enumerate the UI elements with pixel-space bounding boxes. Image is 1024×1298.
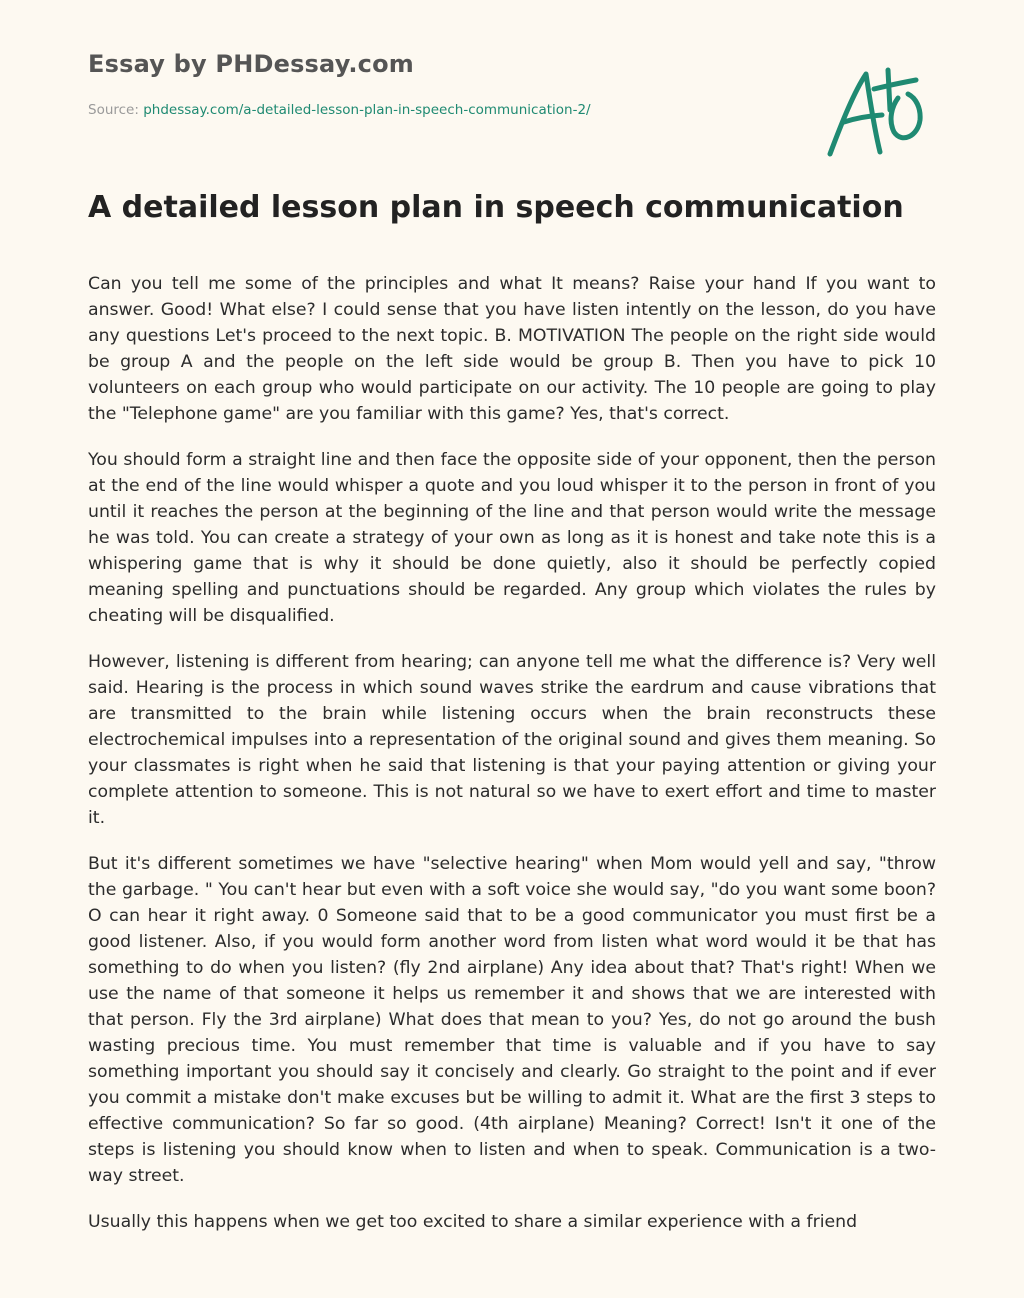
essay-body — [88, 271, 936, 1298]
essay-paragraph: Can you tell me some of the principles and what It means? Raise your hand If you want to answer. Good! What else? I could sense that you have listen intently on the lesson, do you have any questions Let's proceed to the next topic. B. MOTIVATION The people on the right side would be group A and the people on the left side would be group B. Then you have to pick 10 volunteers on each group who would participate on our activity. The 10 people are going to play the "Telephone game" are you familiar with this game? Yes, that's correct. — [88, 274, 936, 424]
essay-paragraph: But it's different sometimes we have "selective hearing" when Mom would yell and say, "throw the garbage. " You can't hear but even with a soft voice she would say, "do you want some boon? O can hear it right away. 0 Someone said that to be a good communicator you must first be a good listener. Also, if you would form another word from listen what word would it be that has something to do when you listen? (fly 2nd airplane) Any idea about that? That's right! When we use the name of that someone it helps us remember it and shows that we are interested with that person. Fly the 3rd airplane) What does that mean to you? Yes, do not go around the bush wasting precious time. You must remember that time is valuable and if you have to say something important you should say it concisely and clearly. Go straight to the point and if ever you commit a mistake don't make excuses but be willing to admit it. What are the first 3 steps to effective communication? So far so good. (4th airplane) Meaning? Correct! Isn't it one of the steps is listening you should know when to listen and when to speak. Communication is a two-way street. — [88, 854, 936, 1186]
essay-paragraph: Usually this happens when we get too excited to share a similar experience with a friend — [88, 1212, 858, 1232]
source-label: Source: — [88, 102, 144, 118]
source-link[interactable]: phdessay.com/a-detailed-lesson-plan-in-speech-communication-2/ — [143, 102, 591, 118]
source-line — [88, 102, 591, 118]
a-plus-grade-icon — [820, 62, 930, 162]
site-brand: Essay by PHDessay.com — [88, 50, 414, 78]
essay-paragraph: However, listening is different from hearing; can anyone tell me what the difference is? Very well said. Hearing is the process in which sound waves strike the eardrum and cause vibrations that are transmitted to the brain while listening occurs when the brain reconstructs these electrochemical impulses into a representation of the original sound and gives them meaning. So your classmates is right when he said that listening is that your paying attention or giving your complete attention to someone. This is not natural so we have to exert effort and time to master it. — [88, 652, 936, 828]
essay-title: A detailed lesson plan in speech communication — [88, 190, 904, 225]
essay-paragraph: You should form a straight line and then face the opposite side of your opponent, then the person at the end of the line would whisper a quote and you loud whisper it to the person in front of you until it reaches the person at the beginning of the line and that person would write the message he was told. You can create a strategy of your own as long as it is honest and take note this is a whispering game that is why it should be done quietly, also it should be perfectly copied meaning spelling and punctuations should be regarded. Any group which violates the rules by cheating will be disqualified. — [88, 450, 936, 626]
